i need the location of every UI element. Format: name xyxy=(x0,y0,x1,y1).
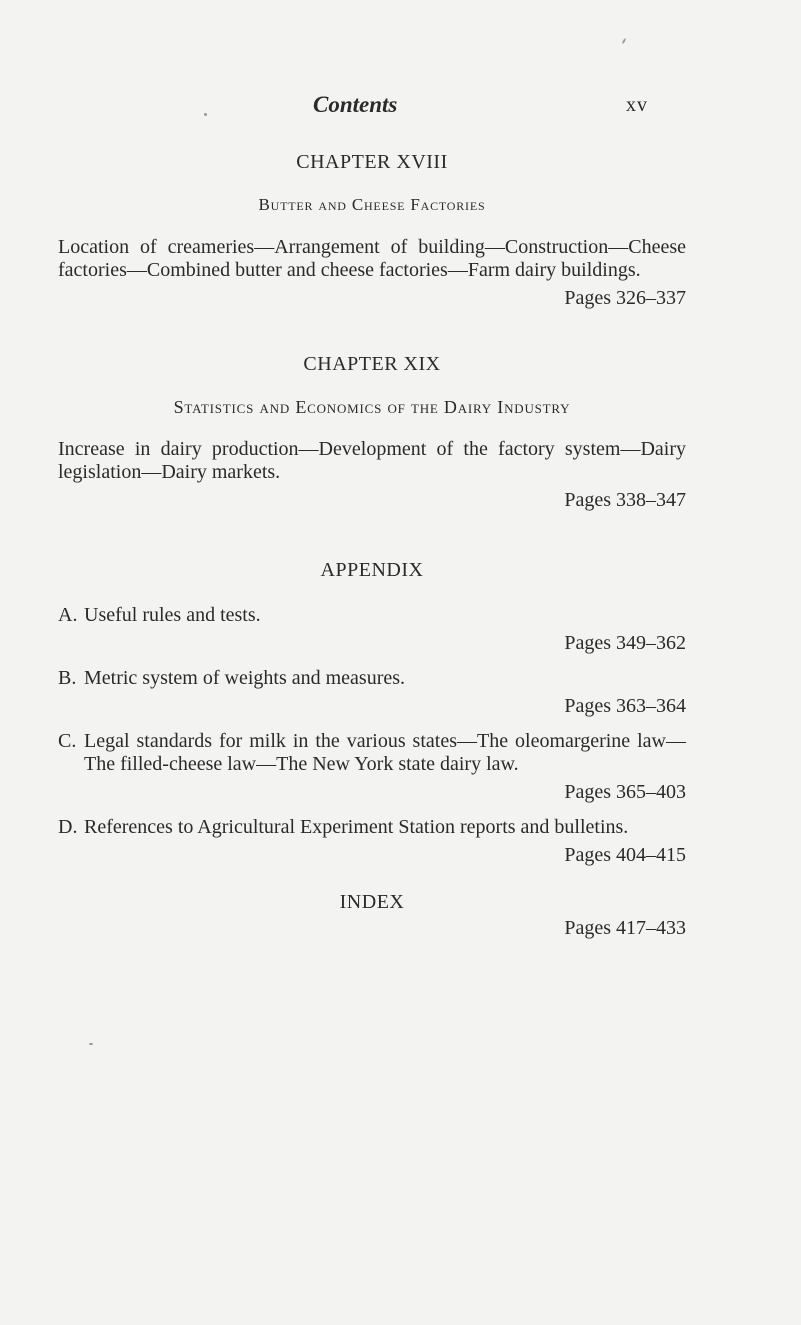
chapter-heading: CHAPTER XVIII xyxy=(296,151,448,173)
chapter-pages: Pages 326–337 xyxy=(564,287,686,309)
chapter-xviii xyxy=(58,150,686,310)
contents-body xyxy=(58,150,686,951)
paper-speck xyxy=(89,1043,93,1045)
appendix-text: Useful rules and tests. xyxy=(84,604,261,626)
page-number: xv xyxy=(626,94,648,116)
appendix-item-d xyxy=(58,816,686,867)
appendix-pages: Pages 363–364 xyxy=(564,695,686,717)
chapter-xix xyxy=(58,352,686,512)
appendix-list xyxy=(58,604,686,867)
appendix-text: References to Agricultural Experiment Station reports and bulletins. xyxy=(84,816,629,838)
appendix-letter: D. xyxy=(58,816,78,838)
appendix-heading: APPENDIX xyxy=(320,559,424,581)
chapter-pages: Pages 338–347 xyxy=(564,489,686,511)
appendix-letter: C. xyxy=(58,730,77,752)
appendix-item-b xyxy=(58,667,686,718)
chapter-description: Increase in dairy production—Development of the factory system—Dairy legislation—Dairy markets. xyxy=(58,438,686,483)
appendix-letter: A. xyxy=(58,604,78,626)
index-pages: Pages 417–433 xyxy=(564,917,686,939)
appendix-letter: B. xyxy=(58,667,77,689)
chapter-title: Statistics and Economics of the Dairy Industry xyxy=(173,397,571,417)
appendix xyxy=(58,558,686,867)
index-entry xyxy=(58,891,686,951)
chapter-heading: CHAPTER XIX xyxy=(303,353,441,375)
appendix-item-a xyxy=(58,604,686,655)
appendix-text: Metric system of weights and measures. xyxy=(84,667,406,689)
appendix-pages: Pages 349–362 xyxy=(564,632,686,654)
chapter-title: Butter and Cheese Factories xyxy=(258,195,486,214)
appendix-pages: Pages 365–403 xyxy=(564,781,686,803)
paper-speck xyxy=(622,38,627,44)
index-heading: INDEX xyxy=(339,891,405,913)
running-head xyxy=(0,92,801,122)
paper-speck xyxy=(204,113,207,116)
appendix-item-c xyxy=(58,730,686,804)
running-title: Contents xyxy=(313,92,398,117)
appendix-pages: Pages 404–415 xyxy=(564,844,686,866)
chapter-description: Location of creameries—Arrangement of building—Construction—Cheese factories—Combined butter and cheese factories—Farm dairy buildings. xyxy=(58,236,686,281)
appendix-text: Legal standards for milk in the various states—The oleomargerine law—The filled-cheese law—The New York state dairy law. xyxy=(84,730,686,775)
